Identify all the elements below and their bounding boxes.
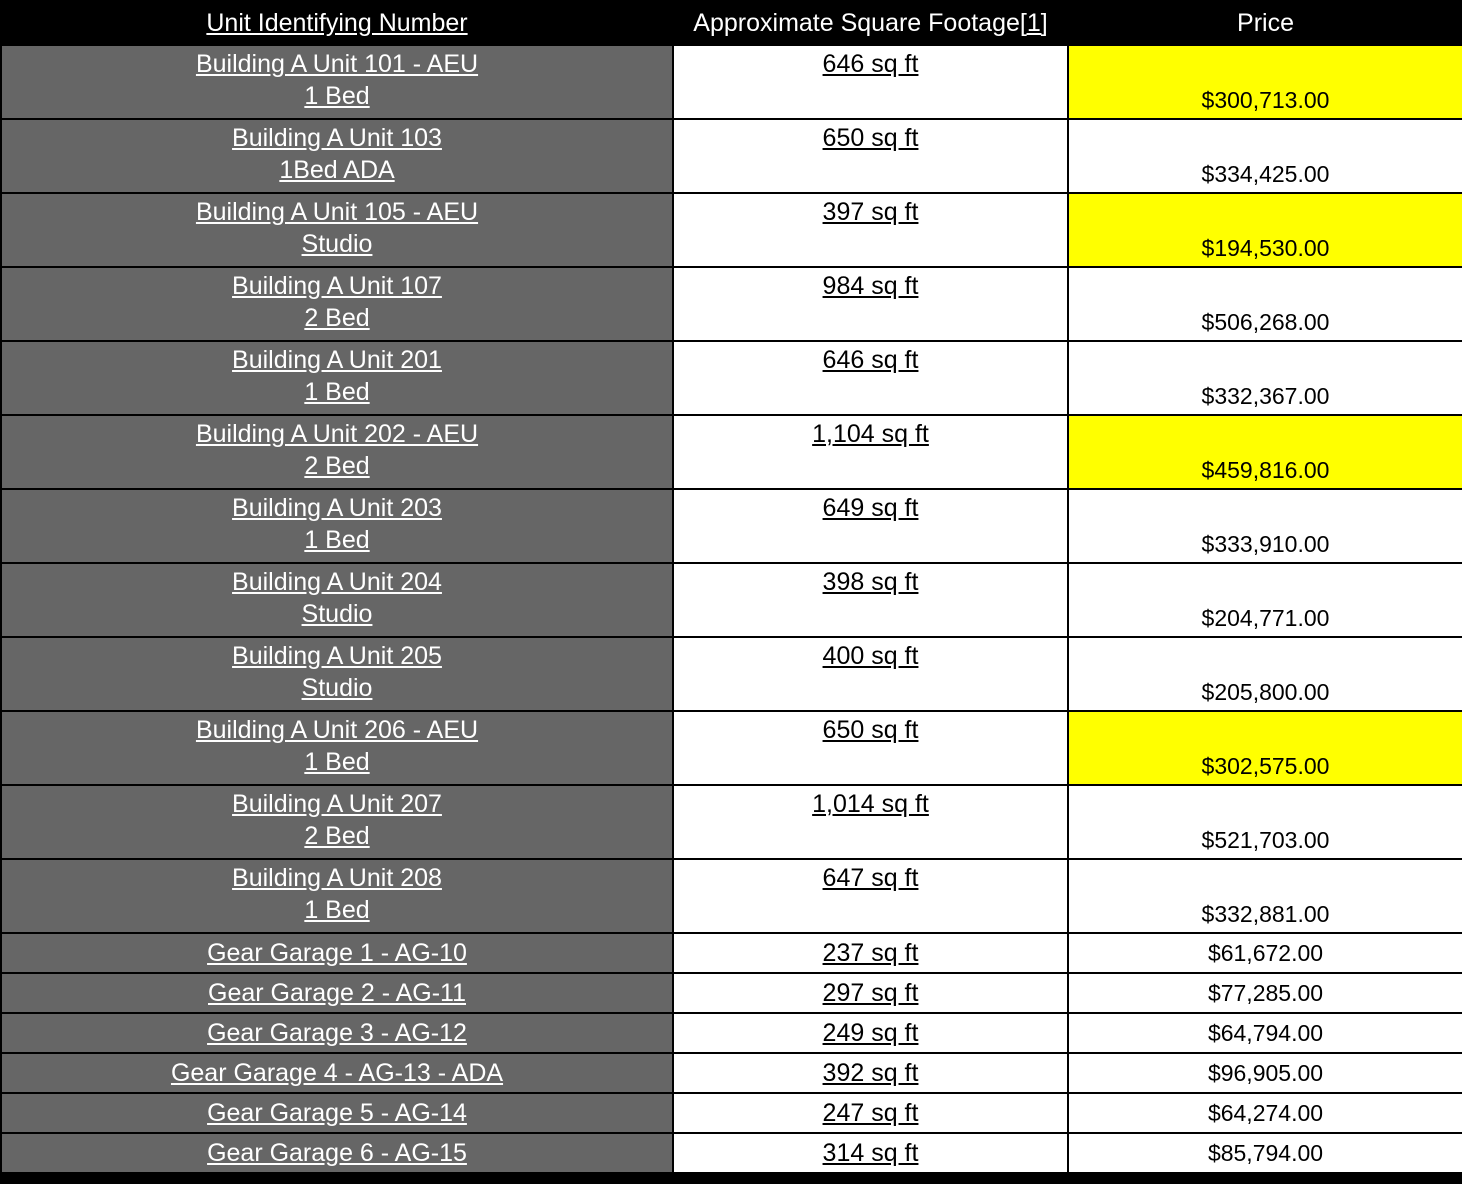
price-column-header-label: Price: [1237, 8, 1294, 37]
table-row: [1, 193, 1462, 267]
unit-type-link[interactable]: 1 Bed: [304, 748, 370, 776]
table-row: [1, 1053, 1462, 1093]
unit-cell: [1, 1133, 673, 1173]
unit-link[interactable]: Building A Unit 204: [232, 568, 442, 596]
table-row: [1, 711, 1462, 785]
unit-cell: [1, 1053, 673, 1093]
sqft-cell: [673, 341, 1068, 415]
sqft-link[interactable]: 650 sq ft: [822, 716, 919, 744]
sqft-link[interactable]: 646 sq ft: [822, 50, 919, 78]
unit-link[interactable]: Building A Unit 207: [232, 790, 442, 818]
unit-type-link[interactable]: 1 Bed: [304, 896, 370, 924]
unit-cell: [1, 341, 673, 415]
unit-type-link[interactable]: 2 Bed: [304, 822, 370, 850]
sqft-column-header: [673, 1, 1068, 46]
unit-link[interactable]: Building A Unit 205: [232, 642, 442, 670]
table-row: [1, 859, 1462, 933]
table-row: [1, 489, 1462, 563]
unit-type-link[interactable]: Studio: [301, 230, 373, 258]
sqft-link[interactable]: 649 sq ft: [822, 494, 919, 522]
sqft-link[interactable]: 1,104 sq ft: [812, 420, 929, 448]
table-row: [1, 1013, 1462, 1053]
sqft-cell: [673, 973, 1068, 1013]
unit-type-link[interactable]: 1 Bed: [304, 526, 370, 554]
unit-cell: [1, 637, 673, 711]
table-row: [1, 785, 1462, 859]
sqft-cell: [673, 859, 1068, 933]
unit-link[interactable]: Gear Garage 1 - AG-10: [207, 939, 467, 967]
unit-link[interactable]: Gear Garage 5 - AG-14: [207, 1099, 467, 1127]
sqft-link[interactable]: 984 sq ft: [822, 272, 919, 300]
sqft-cell: [673, 785, 1068, 859]
unit-cell: [1, 193, 673, 267]
price-cell: $85,794.00: [1068, 1133, 1462, 1173]
sqft-cell: [673, 563, 1068, 637]
table-row: [1, 933, 1462, 973]
unit-column-header[interactable]: [1, 1, 673, 46]
price-cell: $96,905.00: [1068, 1053, 1462, 1093]
unit-cell: [1, 267, 673, 341]
sqft-column-header-label: Approximate Square Footage: [693, 8, 1020, 37]
unit-link[interactable]: Building A Unit 202 - AEU: [195, 420, 479, 448]
price-cell: $334,425.00: [1068, 119, 1462, 193]
sqft-link[interactable]: 400 sq ft: [822, 642, 919, 670]
unit-type-link[interactable]: Studio: [301, 600, 373, 628]
unit-link[interactable]: Building A Unit 105 - AEU: [195, 198, 479, 226]
price-cell-highlighted: $302,575.00: [1068, 711, 1462, 785]
sqft-link[interactable]: 249 sq ft: [822, 1019, 919, 1047]
unit-link[interactable]: Building A Unit 107: [232, 272, 442, 300]
sqft-cell: [673, 1053, 1068, 1093]
sqft-link[interactable]: 398 sq ft: [822, 568, 919, 596]
unit-link[interactable]: Building A Unit 101 - AEU: [195, 50, 479, 78]
unit-link[interactable]: Gear Garage 6 - AG-15: [207, 1139, 467, 1167]
sqft-cell: [673, 489, 1068, 563]
sqft-cell: [673, 45, 1068, 119]
unit-cell: [1, 45, 673, 119]
price-cell: $205,800.00: [1068, 637, 1462, 711]
sqft-cell: [673, 415, 1068, 489]
price-cell-highlighted: $459,816.00: [1068, 415, 1462, 489]
price-cell: $61,672.00: [1068, 933, 1462, 973]
sqft-link[interactable]: 647 sq ft: [822, 864, 919, 892]
sqft-link[interactable]: 1,014 sq ft: [812, 790, 929, 818]
unit-cell: [1, 1093, 673, 1133]
sqft-cell: [673, 637, 1068, 711]
sqft-cell: [673, 933, 1068, 973]
table-row: [1, 637, 1462, 711]
unit-cell: [1, 785, 673, 859]
price-cell: $333,910.00: [1068, 489, 1462, 563]
unit-type-link[interactable]: 2 Bed: [304, 452, 370, 480]
unit-type-link[interactable]: 1Bed ADA: [279, 156, 395, 184]
unit-cell: [1, 415, 673, 489]
unit-link[interactable]: Building A Unit 208: [232, 864, 442, 892]
unit-link[interactable]: Building A Unit 201: [232, 346, 442, 374]
table-row: [1, 267, 1462, 341]
sqft-link[interactable]: 392 sq ft: [822, 1059, 919, 1087]
unit-type-link[interactable]: Studio: [301, 674, 373, 702]
table-row: [1, 973, 1462, 1013]
table-row: [1, 341, 1462, 415]
price-cell: $332,367.00: [1068, 341, 1462, 415]
header-row: [1, 1, 1462, 46]
unit-link[interactable]: Building A Unit 103: [232, 124, 442, 152]
price-cell: $521,703.00: [1068, 785, 1462, 859]
unit-cell: [1, 859, 673, 933]
price-cell-highlighted: $300,713.00: [1068, 45, 1462, 119]
sqft-cell: [673, 267, 1068, 341]
unit-cell: [1, 711, 673, 785]
sqft-cell: [673, 711, 1068, 785]
price-cell: $332,881.00: [1068, 859, 1462, 933]
unit-cell: [1, 119, 673, 193]
unit-type-link[interactable]: 1 Bed: [304, 82, 370, 110]
unit-link[interactable]: Gear Garage 2 - AG-11: [208, 979, 466, 1007]
footnote-link[interactable]: [1]: [1019, 8, 1048, 37]
table-row: [1, 45, 1462, 119]
sqft-cell: [673, 193, 1068, 267]
price-cell: $77,285.00: [1068, 973, 1462, 1013]
sqft-cell: [673, 1013, 1068, 1053]
unit-cell: [1, 1013, 673, 1053]
unit-cell: [1, 489, 673, 563]
sqft-link[interactable]: 650 sq ft: [822, 124, 919, 152]
unit-cell: [1, 933, 673, 973]
table-row: [1, 415, 1462, 489]
table-row: [1, 563, 1462, 637]
price-column-header: [1068, 1, 1462, 46]
unit-link[interactable]: Building A Unit 206 - AEU: [195, 716, 479, 744]
sqft-cell: [673, 1133, 1068, 1173]
sqft-cell: [673, 1093, 1068, 1133]
price-cell: $204,771.00: [1068, 563, 1462, 637]
price-cell-highlighted: $194,530.00: [1068, 193, 1462, 267]
sqft-link[interactable]: 646 sq ft: [822, 346, 919, 374]
sqft-link[interactable]: 397 sq ft: [822, 198, 919, 226]
unit-link[interactable]: Building A Unit 203: [232, 494, 442, 522]
sqft-link[interactable]: 314 sq ft: [822, 1139, 919, 1167]
sqft-link[interactable]: 237 sq ft: [822, 939, 919, 967]
price-cell: $64,274.00: [1068, 1093, 1462, 1133]
sqft-link[interactable]: 247 sq ft: [822, 1099, 919, 1127]
sqft-cell: [673, 119, 1068, 193]
unit-cell: [1, 563, 673, 637]
price-cell: $506,268.00: [1068, 267, 1462, 341]
unit-cell: [1, 973, 673, 1013]
table-row: [1, 1133, 1462, 1173]
unit-column-header-link[interactable]: Unit Identifying Number: [206, 8, 468, 37]
unit-type-link[interactable]: 2 Bed: [304, 304, 370, 332]
table-row: [1, 1093, 1462, 1133]
table-row: [1, 119, 1462, 193]
sqft-link[interactable]: 297 sq ft: [822, 979, 919, 1007]
unit-link[interactable]: Gear Garage 3 - AG-12: [207, 1019, 467, 1047]
unit-type-link[interactable]: 1 Bed: [304, 378, 370, 406]
price-cell: $64,794.00: [1068, 1013, 1462, 1053]
unit-link[interactable]: Gear Garage 4 - AG-13 - ADA: [170, 1059, 504, 1087]
